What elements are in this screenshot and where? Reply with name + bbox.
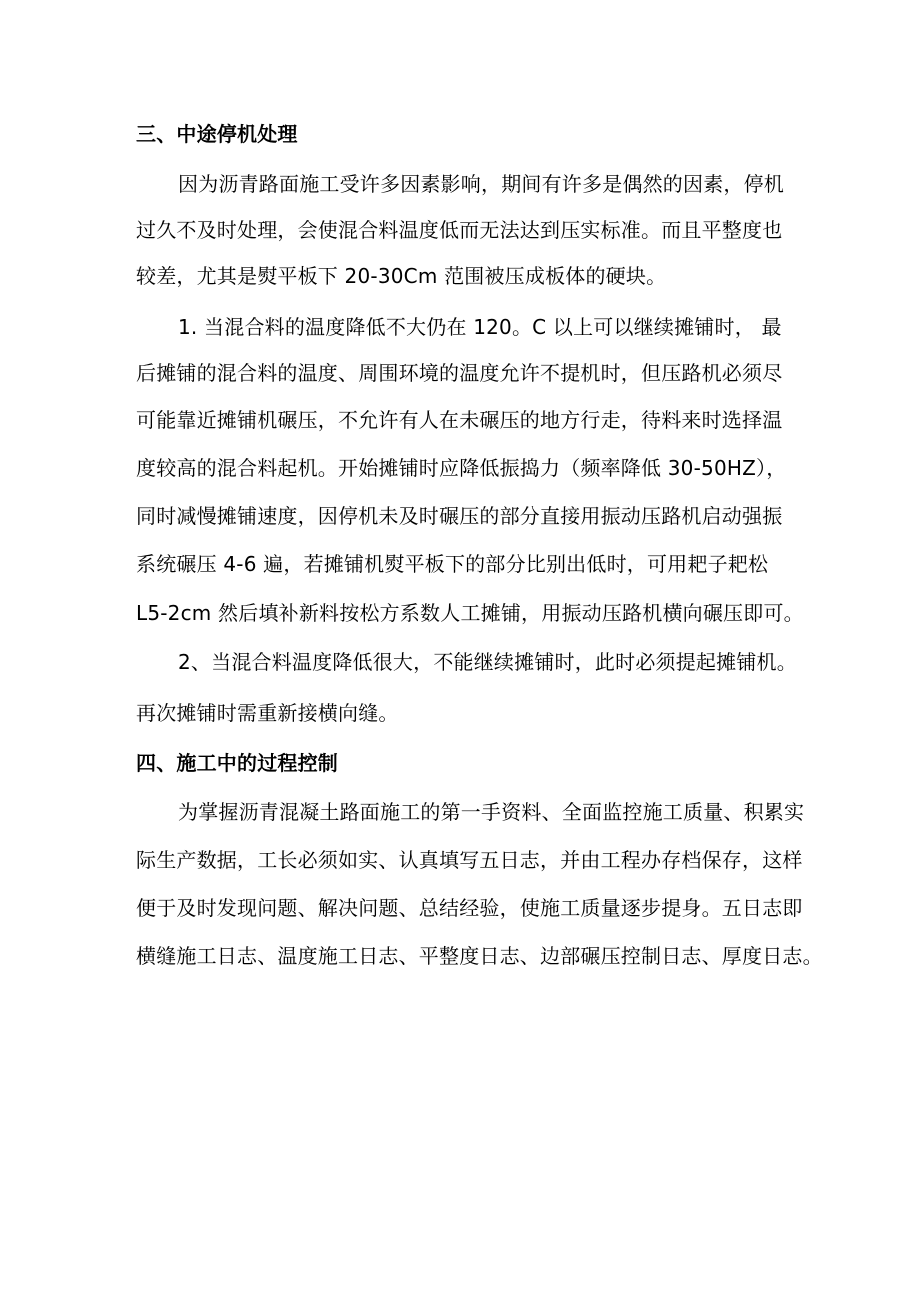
section-heading-4: 四、施工中的过程控制 (136, 751, 338, 775)
paragraph-line: 横缝施工日志、温度施工日志、平整度日志、边部碾压控制日志、厚度日志。 (136, 944, 823, 968)
paragraph-line: 系统碾压 4-6 遍，若摊铺机熨平板下的部分比别出低时，可用耙子耙松 (136, 552, 769, 576)
paragraph-line: 便于及时发现问题、解决问题、总结经验，使施工质量逐步提身。五日志即 (136, 896, 803, 920)
paragraph-line: 2、当混合料温度降低很大，不能继续摊铺时，此时必须提起摊铺机。 (178, 650, 797, 674)
paragraph-line: 过久不及时处理，会使混合料温度低而无法达到压实标准。而且平整度也 (136, 218, 783, 242)
paragraph-line: 后摊铺的混合料的温度、周围环境的温度允许不提机时，但压路机必须尽 (136, 361, 783, 385)
paragraph-line: 同时减慢摊铺速度，因停机未及时碾压的部分直接用振动压路机启动强振 (136, 504, 783, 528)
paragraph-line: 为掌握沥青混凝土路面施工的第一手资料、全面监控施工质量、积累实 (178, 800, 805, 824)
paragraph-line: 际生产数据，工长必须如实、认真填写五日志，并由工程办存档保存，这样 (136, 848, 803, 872)
paragraph-line: 可能靠近摊铺机碾压，不允许有人在未碾压的地方行走，待料来时选择温 (136, 408, 783, 432)
paragraph-line: L5-2cm 然后填补新料按松方系数人工摊铺，用振动压路机横向碾压即可。 (136, 601, 804, 625)
paragraph-line: 因为沥青路面施工受许多因素影响，期间有许多是偶然的因素，停机 (178, 172, 784, 196)
paragraph-line: 再次摊铺时需重新接横向缝。 (136, 701, 399, 725)
paragraph-line: 较差，尤其是熨平板下 20-30Cm 范围被压成板体的硬块。 (136, 264, 667, 288)
section-heading-3: 三、中途停机处理 (136, 122, 298, 146)
paragraph-line: 1. 当混合料的温度降低不大仍在 120。C 以上可以继续摊铺时， 最 (178, 315, 782, 339)
paragraph-line: 度较高的混合料起机。开始摊铺时应降低振捣力（频率降低 30-50HZ）， (136, 456, 787, 480)
